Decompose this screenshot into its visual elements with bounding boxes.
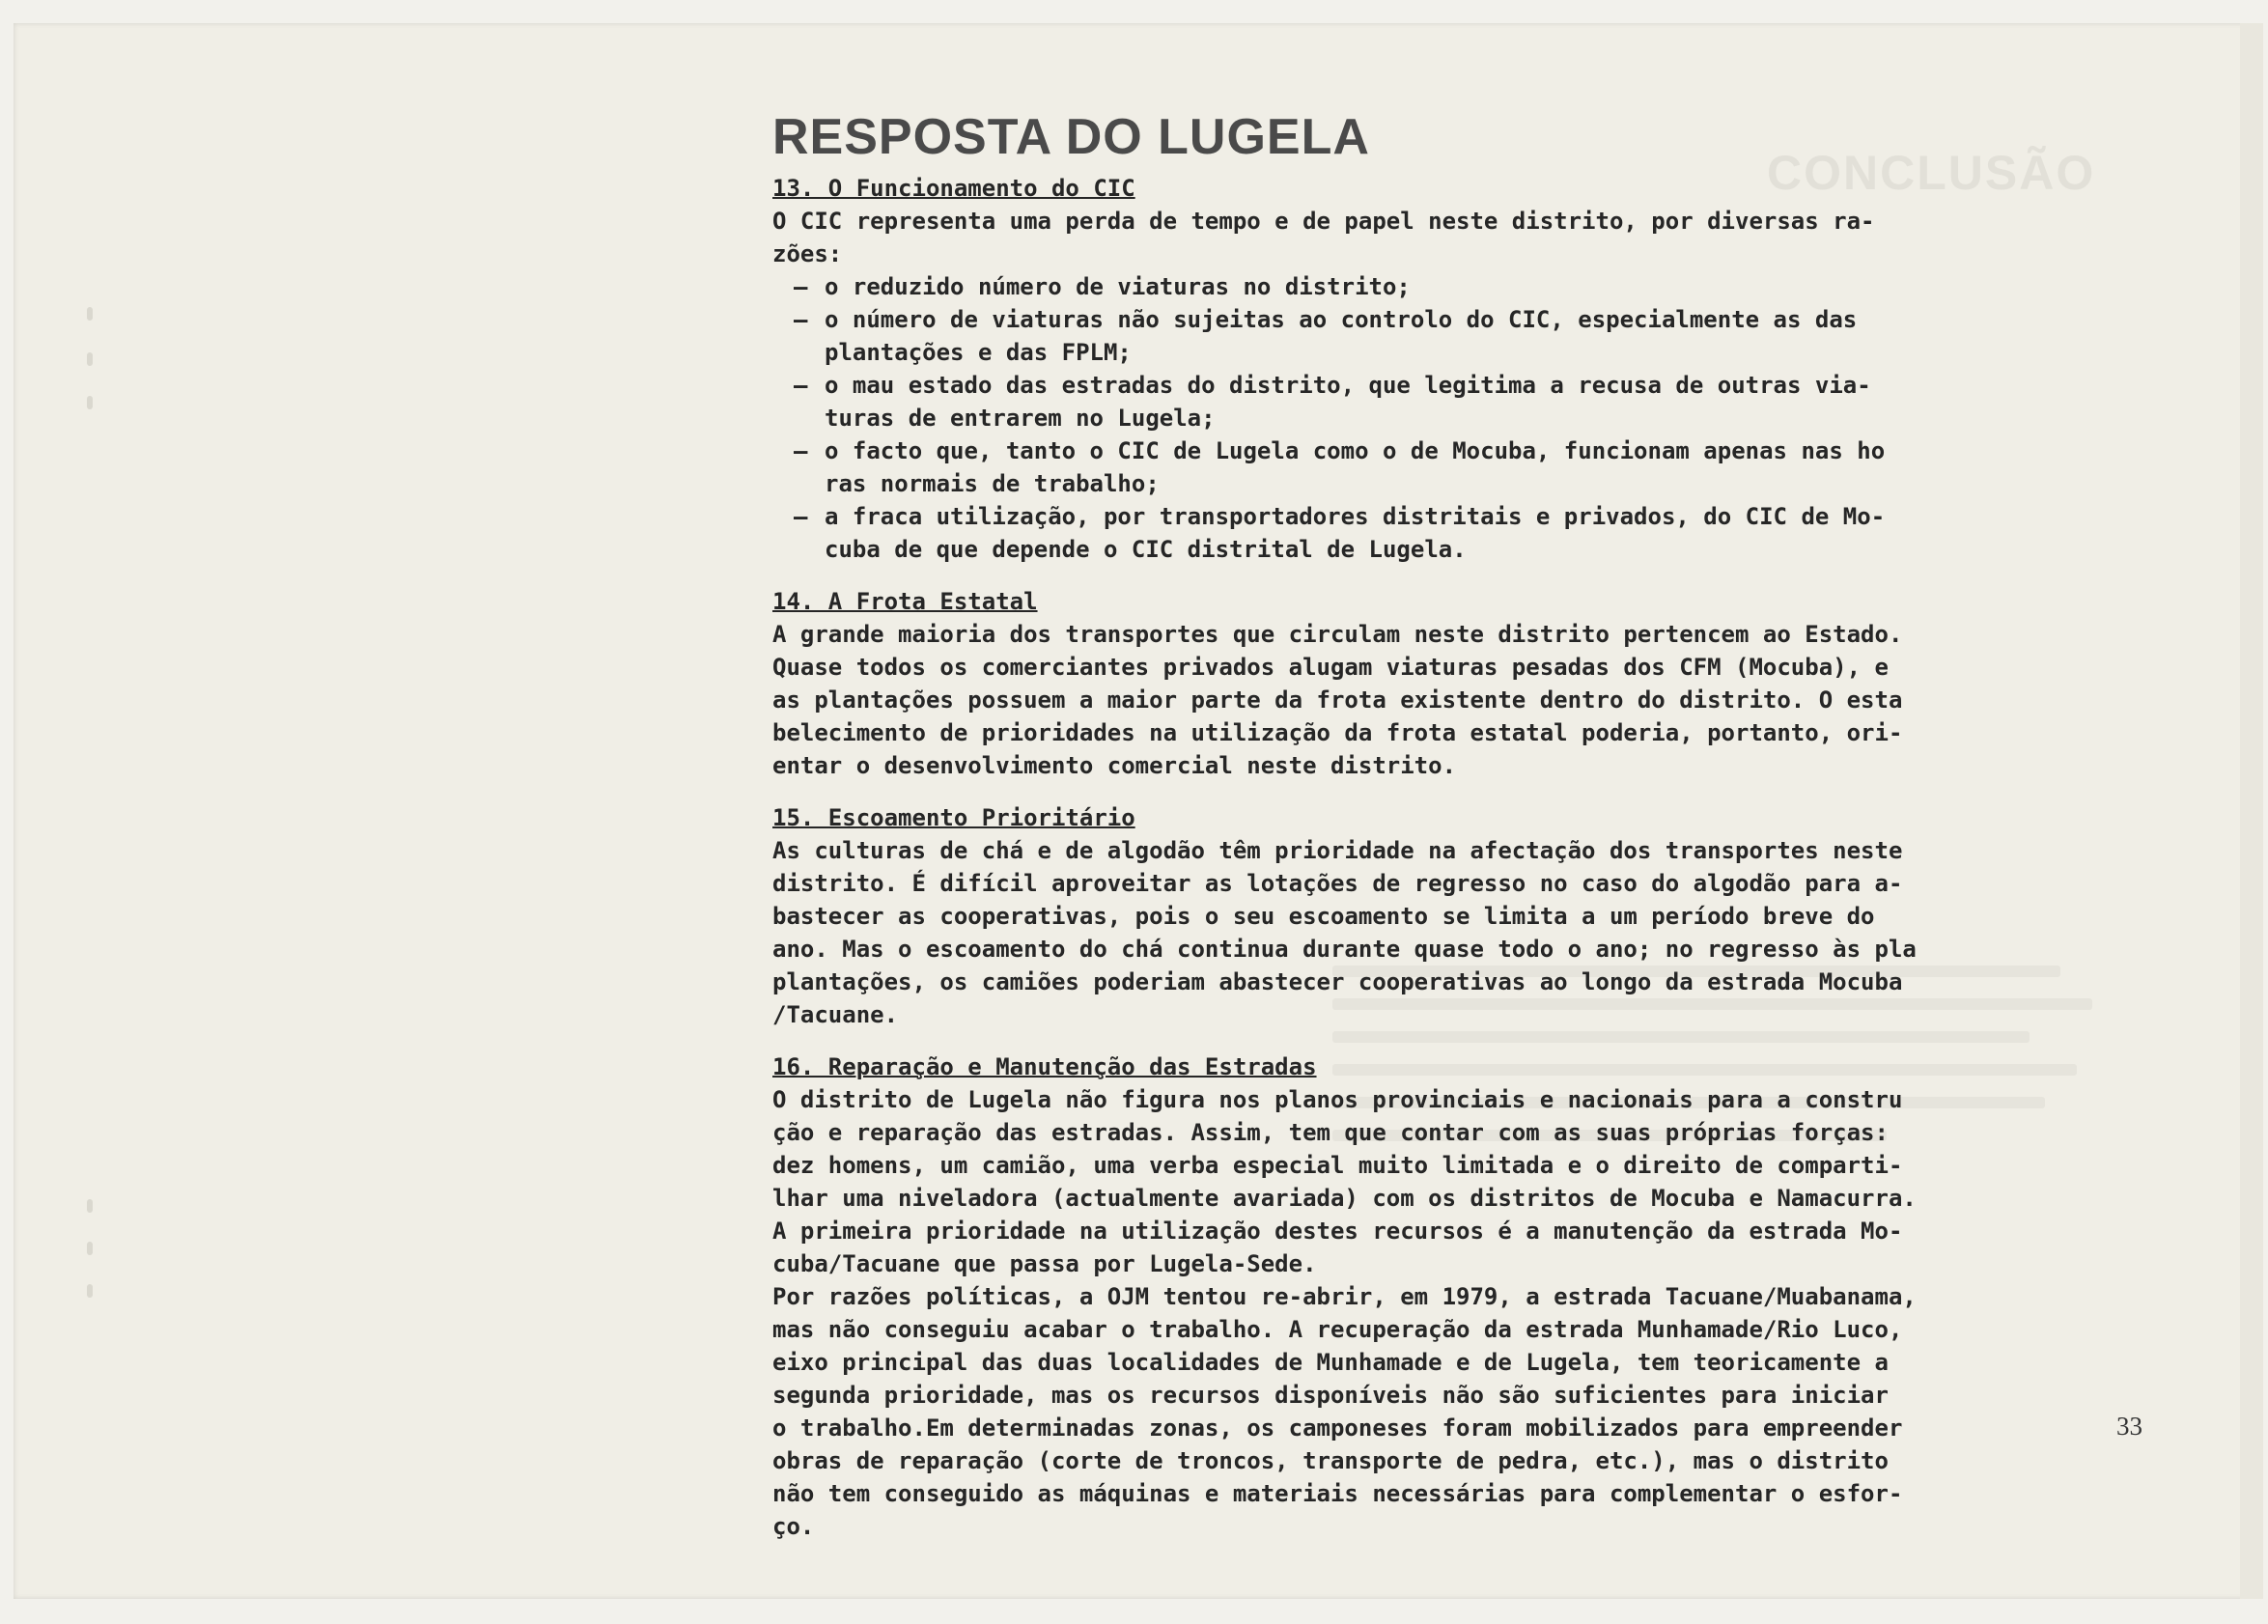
punch-mark <box>87 396 93 409</box>
punch-mark <box>87 307 93 321</box>
page-number: 33 <box>2116 1412 2142 1441</box>
list-item: – o facto que, tanto o CIC de Lugela como o de Mocuba, funcionam apenas nas ho ras normais de trabalho; <box>794 437 1886 497</box>
list-item: – o mau estado das estradas do distrito, que legitima a recusa de outras via- turas de entrarem no Lugela; <box>794 372 1871 432</box>
section-16 <box>772 1050 2105 1543</box>
section-15 <box>772 801 2105 1031</box>
list-item: – a fraca utilização, por transportadores distritais e privados, do CIC de Mo- cuba de que depende o CIC distrital de Lugela. <box>794 503 1886 563</box>
section-14 <box>772 585 2105 782</box>
section-text: As culturas de chá e de algodão têm prioridade na afectação dos transportes neste distrito. É difícil aproveitar as lotações de regresso no caso do algodão para a- bastecer as cooperativas, pois o seu escoamento se limita a um período breve do ano. Mas o escoamento do chá continua durante quase todo o ano; no regresso às pla plantações, os camiões poderiam abastecer cooperativas ao longo da estrada Mocuba /Tacuane. <box>772 837 1917 1028</box>
section-text: O distrito de Lugela não figura nos planos provinciais e nacionais para a constru ção e reparação das estradas. Assim, tem que contar com as suas próprias forças: dez homens, um camião, uma verba especial muito limitada e o direito de comparti- lhar uma niveladora (actualmente avariada) com os distritos de Mocuba e Namacurra. A primeira prioridade na utilização destes recursos é a manutenção da estrada Mo- cuba/Tacuane que passa por Lugela-Sede. Por razões políticas, a OJM tentou re-abrir, em 1979, a estrada Tacuane/Muabanama, mas não conseguiu acabar o trabalho. A recuperação da estrada Munhamade/Rio Luco, eixo principal das duas localidades de Munhamade e de Lugela, tem teoricamente a segunda prioridade, mas os recursos disponíveis não são suficientes para iniciar o trabalho.Em determinadas zonas, os camponeses foram mobilizados para empreender obras de reparação (corte de troncos, transporte de pedra, etc.), mas o distrito não tem conseguido as máquinas e materiais necessárias para complementar o esfor- ço. <box>772 1086 1917 1540</box>
section-heading: 13. O Funcionamento do CIC <box>772 175 1135 202</box>
punch-mark <box>87 352 93 366</box>
section-text: A grande maioria dos transportes que circulam neste distrito pertencem ao Estado. Quase todos os comerciantes privados alugam viaturas pesadas dos CFM (Mocuba), e as plantações possuem a maior parte da frota existente dentro do distrito. O esta belecimento de prioridades na utilização da frota estatal poderia, portanto, ori- entar o desenvolvimento comercial neste distrito. <box>772 621 1903 779</box>
reasons-list <box>772 270 2105 566</box>
punch-mark <box>87 1242 93 1255</box>
bleed-through-text: CONCLUSÃO <box>1767 146 2096 200</box>
section-13 <box>772 172 2105 566</box>
list-item: – o reduzido número de viaturas no distrito; <box>794 273 1411 300</box>
section-heading: 14. A Frota Estatal <box>772 588 1038 615</box>
punch-mark <box>87 1199 93 1213</box>
page-title: RESPOSTA DO LUGELA <box>772 109 1370 165</box>
section-heading: 16. Reparação e Manutenção das Estradas <box>772 1053 1317 1080</box>
punch-mark <box>87 1284 93 1298</box>
page-edge <box>2240 23 2263 1599</box>
section-heading: 15. Escoamento Prioritário <box>772 804 1135 831</box>
document-body <box>772 108 2105 1543</box>
list-item: – o número de viaturas não sujeitas ao controlo do CIC, especialmente as das plantações e das FPLM; <box>794 306 1858 366</box>
section-intro: O CIC representa uma perda de tempo e de papel neste distrito, por diversas ra- zões: <box>772 208 1875 267</box>
